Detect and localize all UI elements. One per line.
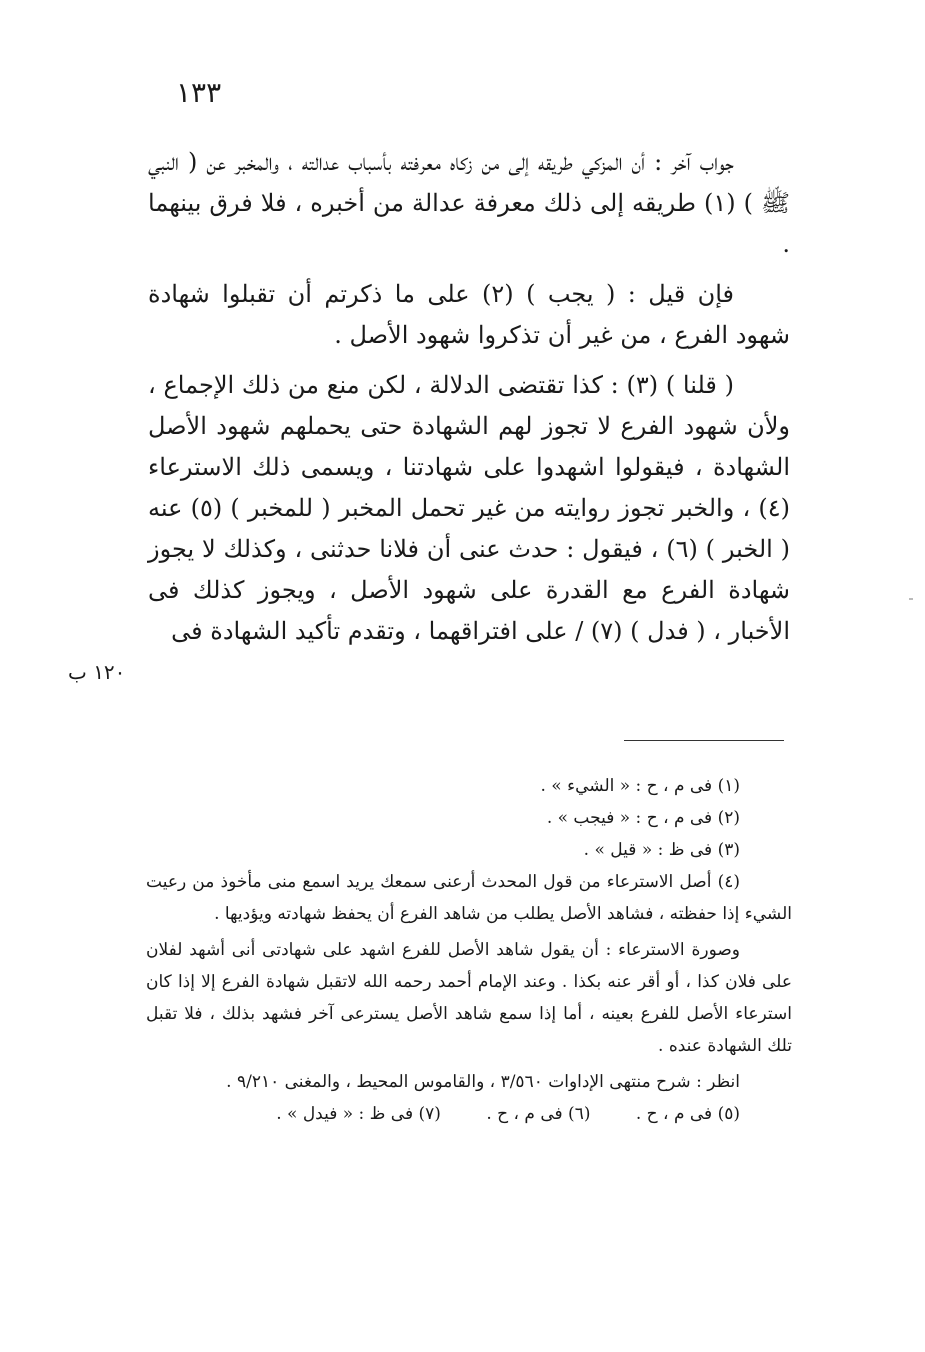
footnote-2: (٢) فى م ، ح : « فيجب » . [546,808,740,828]
footnote-4-references: انظر : شرح منتهى الإداوات ٣/٥٦٠ ، والقاموس المحيط ، والمغنى ٩/٢١٠ . [226,1072,740,1092]
paragraph-3: ( قلنا ) (٣) : كذا تقتضى الدلالة ، لكن منع من ذلك الإجماع ، ولأن شهود الفرع لا تجوز لهم الشهادة حتى يحملهم شهود الأصل الشهادة ، فيقولوا اشهدوا على شهادتنا ، ويسمى ذلك الاسترعاء (٤) ، والخبر تجوز روايته من غير تحمل المخبر ( للمخبر ) (٥) عنه ( الخبر ) (٦) ، فيقول : حدث عنى أن فلانا حدثنى ، وكذلك لا يجوز شهادة الفرع مع القدرة على شهود الأصل ، ويجوز كذلك فى الأخبار ، ( فدل ) (٧) / على افتراقهما ، وتقدم تأكيد الشهادة فى [148,371,791,645]
footnotes [146,770,792,1130]
footnote-3: (٣) فى ظ : « قيل » . [583,840,740,860]
footnote-4: (٤) أصل الاسترعاء من قول المحدث أرعنى سمعك يريد اسمع منى مأخوذ من رعيت الشيء إذا حفظته ، فشاهد الأصل يطلب من شاهد الفرع أن يحفظ شهادته ويؤديها . [146,872,792,924]
footnote-6: (٦) فى م ، ح . [486,1104,591,1124]
footnotes-5-6-7 [146,1098,792,1130]
page-number: ١٣٣ [176,76,222,109]
margin-mark [909,598,913,600]
paragraph-1: جواب آخر : أن المزكي طريقه إلى من زكاه معرفته بأسباب عدالته ، والمخبر عن ( النبي ﷺ ) (١) طريقه إلى ذلك معرفة عدالة من أخبره ، فلا فرق بينهما . [148,148,791,258]
footnote-4-continuation: وصورة الاسترعاء : أن يقول شاهد الأصل للفرع اشهد على شهادتى أنى أشهد لفلان على فلان كذا ، أو أقر عنه بكذا . وعند الإمام أحمد رحمه الله لاتقبل شهادة الفرع إلا إذا كان استرعاء الأصل للفرع بعينه ، أما إذا سمع شاهد الأصل يسترعى آخر فشهد بذلك ، فلا تقبل تلك الشهادة عنده . [146,940,792,1056]
footnote-divider [624,740,784,741]
footnote-1: (١) فى م ، ح : « الشيء » . [540,776,740,796]
footnote-5: (٥) فى م ، ح . [635,1104,740,1124]
folio-margin-note: ١٢٠ ب [68,660,126,684]
main-text [148,142,790,661]
footnote-7: (٧) فى ظ : « فيدل » . [276,1104,441,1124]
paragraph-2: فإن قيل : ( يجب ) (٢) على ما ذكرتم أن تقبلوا شهادة شهود الفرع ، من غير أن تذكروا شهود الأصل . [148,280,790,349]
